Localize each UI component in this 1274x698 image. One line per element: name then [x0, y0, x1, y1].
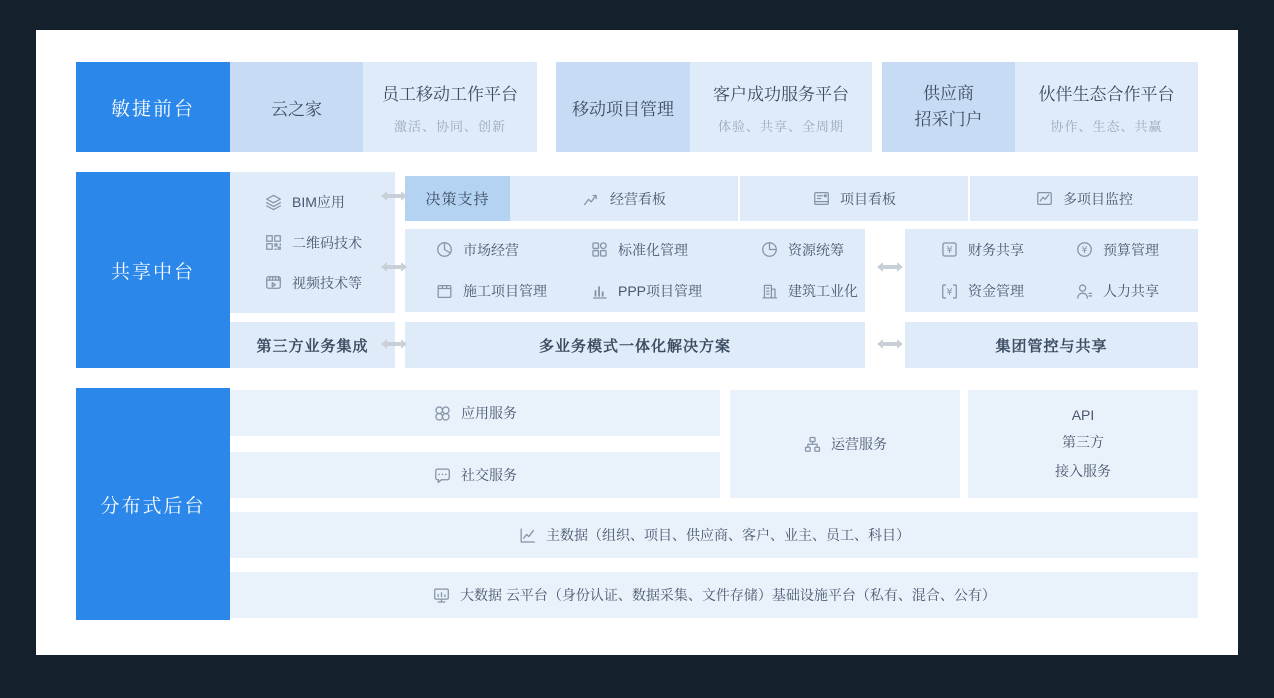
chat-icon — [433, 466, 452, 485]
business-item-standardization — [590, 240, 760, 260]
social-service-block — [230, 452, 720, 498]
modules-icon — [590, 240, 609, 259]
cell-yunzhijia — [230, 62, 363, 152]
cell-title: 移动项目管理 — [572, 99, 674, 119]
back-row-label-block — [76, 388, 230, 620]
yuan-square-icon — [940, 240, 959, 259]
sync-arrow-icon — [381, 338, 407, 350]
svg-text:¥: ¥ — [946, 245, 953, 257]
api-line: 第三方 — [1062, 434, 1104, 450]
building-icon — [760, 282, 779, 301]
qrcode-icon — [264, 233, 283, 252]
finance-item-budget — [1075, 240, 1198, 260]
cell-title: 员工移动工作平台 — [382, 84, 518, 104]
layers-icon — [264, 193, 283, 212]
middle-row-label: 共享中台 — [110, 261, 195, 283]
social-service-item — [433, 465, 517, 485]
finance-item-financial-sharing — [940, 240, 1075, 260]
api-line: API — [1071, 407, 1095, 423]
business-item-label: 资源统筹 — [788, 241, 844, 258]
line-chart-icon — [518, 526, 537, 545]
group-control-block — [905, 322, 1198, 368]
construction-icon — [435, 282, 454, 301]
boards-row — [510, 176, 1198, 221]
finance-item-funds — [940, 281, 1075, 301]
master-data-block — [230, 512, 1198, 558]
front-row-label: 敏捷前台 — [110, 98, 195, 120]
decision-support-label: 决策支持 — [425, 191, 490, 208]
pie-chart-icon — [435, 240, 454, 259]
svg-text:¥: ¥ — [946, 286, 953, 298]
business-item-label: 市场经营 — [463, 241, 519, 258]
sync-arrow-icon — [877, 338, 903, 350]
decision-support-block — [405, 176, 510, 221]
business-item-label: 标准化管理 — [618, 241, 688, 258]
ops-service-block — [730, 390, 960, 498]
big-data-label: 大数据 云平台（身份认证、数据采集、文件存储）基础设施平台（私有、混合、公有） — [460, 587, 996, 603]
third-party-integration-block — [230, 322, 395, 368]
cell-subtitle: 激活、协同、创新 — [393, 118, 506, 134]
monitor-icon — [432, 586, 451, 605]
trend-chart-icon — [582, 189, 601, 208]
cell-subtitle: 体验、共享、全周期 — [717, 118, 844, 134]
finance-item-hr-sharing — [1075, 281, 1198, 301]
monitor-chart-icon — [1035, 189, 1054, 208]
finance-item-label: 人力共享 — [1103, 283, 1159, 300]
big-data-block — [230, 572, 1198, 618]
board-project-kanban — [740, 176, 968, 221]
business-item-label: 建筑工业化 — [788, 283, 858, 300]
cell-title: 云之家 — [271, 99, 322, 119]
yuan-brackets-icon — [940, 282, 959, 301]
person-icon — [1075, 282, 1094, 301]
app-service-label: 应用服务 — [461, 405, 517, 421]
board-label: 项目看板 — [840, 190, 896, 207]
diagram-card — [36, 30, 1238, 655]
tech-item-video — [264, 273, 395, 293]
group-control-label: 集团管控与共享 — [995, 337, 1108, 355]
finance-panel — [905, 229, 1198, 312]
ops-service-label: 运营服务 — [831, 436, 887, 452]
cell-title: 伙伴生态合作平台 — [1038, 84, 1175, 104]
tech-item-bim — [264, 192, 395, 212]
business-item-label: 施工项目管理 — [463, 283, 547, 300]
cell-partner-ecosystem-platform — [1015, 62, 1198, 152]
middle-row-label-block — [76, 172, 230, 368]
kanban-icon — [812, 189, 831, 208]
svg-text:¥: ¥ — [1081, 245, 1088, 257]
api-line: 接入服务 — [1055, 463, 1111, 479]
tech-item-label: BIM应用 — [292, 194, 345, 211]
finance-item-label: 资金管理 — [968, 283, 1024, 300]
solution-label: 多业务模式一体化解决方案 — [538, 337, 731, 355]
board-label: 多项目监控 — [1063, 190, 1133, 207]
business-item-industrialization — [760, 281, 865, 301]
front-row-label-block — [76, 62, 230, 152]
tech-item-label: 二维码技术 — [292, 234, 362, 251]
bar-chart-icon — [590, 282, 609, 301]
business-panel — [405, 229, 865, 312]
sync-arrow-icon — [877, 261, 903, 273]
cell-employee-mobile-platform — [363, 62, 537, 152]
sitemap-icon — [803, 435, 822, 454]
business-item-resource — [760, 240, 865, 260]
business-item-construction — [435, 281, 590, 301]
ops-service-item — [803, 434, 887, 454]
big-data-item — [432, 585, 996, 605]
video-icon — [264, 273, 283, 292]
app-service-block — [230, 390, 720, 436]
api-access-block — [968, 390, 1198, 498]
solution-block — [405, 322, 865, 368]
master-data-item — [518, 525, 910, 545]
tech-panel — [230, 172, 395, 313]
cell-mobile-project-management — [556, 62, 690, 152]
yuan-circle-icon — [1075, 240, 1094, 259]
cell-subtitle: 协作、生态、共赢 — [1050, 118, 1163, 134]
board-multi-project-monitor — [970, 176, 1198, 221]
master-data-label: 主数据（组织、项目、供应商、客户、业主、员工、科目） — [546, 527, 910, 543]
business-item-label: PPP项目管理 — [618, 283, 703, 300]
board-business-kanban — [510, 176, 738, 221]
business-item-ppp — [590, 281, 760, 301]
cell-supplier-portal — [882, 62, 1015, 152]
sync-arrow-icon — [381, 261, 407, 273]
tech-item-label: 视频技术等 — [292, 274, 362, 291]
cell-customer-success-platform — [690, 62, 872, 152]
resource-pie-icon — [760, 240, 779, 259]
finance-item-label: 预算管理 — [1103, 241, 1159, 258]
cell-title: 客户成功服务平台 — [713, 84, 849, 104]
finance-item-label: 财务共享 — [968, 241, 1024, 258]
clover-icon — [433, 404, 452, 423]
back-row-label: 分布式后台 — [100, 495, 206, 517]
business-item-market — [435, 240, 590, 260]
sync-arrow-icon — [381, 190, 407, 202]
board-label: 经营看板 — [610, 190, 666, 207]
cell-title-line1: 供应商 — [923, 83, 974, 103]
tech-item-qrcode — [264, 233, 395, 253]
app-service-item — [433, 403, 517, 423]
social-service-label: 社交服务 — [461, 467, 517, 483]
third-party-integration-label: 第三方业务集成 — [256, 337, 369, 355]
cell-title-line2: 招采门户 — [914, 110, 983, 129]
